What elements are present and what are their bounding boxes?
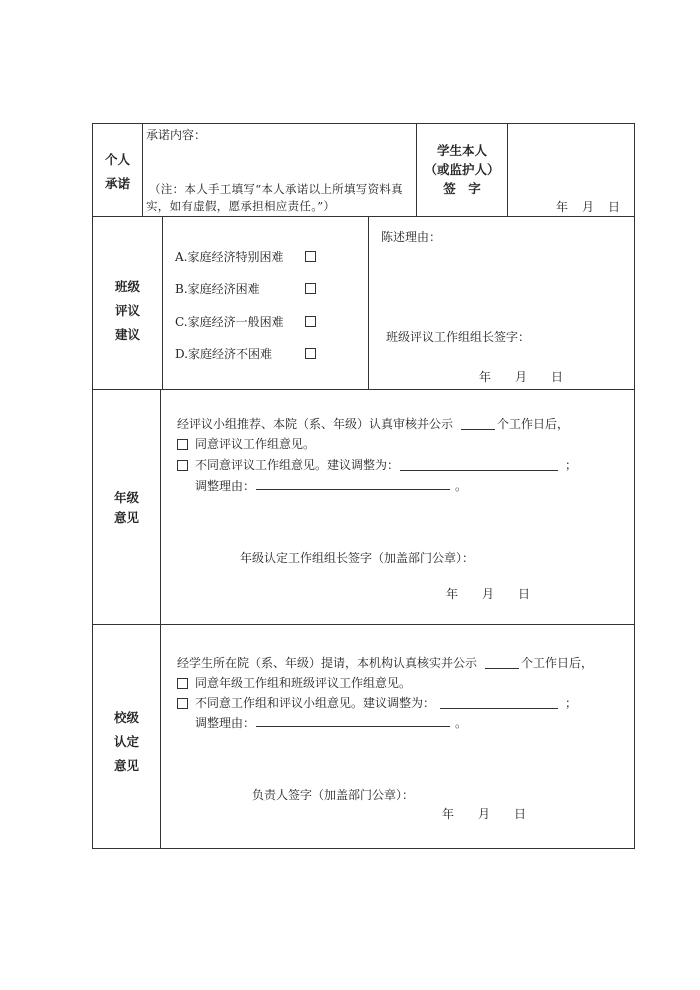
pledge-content-label: 承诺内容： <box>146 128 207 142</box>
grade-days-field[interactable] <box>461 429 495 430</box>
grade-opinion-label <box>93 488 160 528</box>
pledge-label-line2: 承诺 <box>104 176 130 191</box>
pledge-note-line1: （注：本人手工填写“本人承诺以上所填写资料真 <box>149 182 403 196</box>
school-days-field[interactable] <box>485 668 519 669</box>
grade-sign-label: 年级认定工作组组长签字（加盖部门公章）： <box>240 551 475 565</box>
row-divider-3 <box>92 624 635 625</box>
grade-agree-checkbox[interactable] <box>177 439 188 450</box>
reason-field[interactable] <box>370 245 632 320</box>
grade-end-mark: ； <box>565 458 578 472</box>
table-border-bottom <box>92 848 635 849</box>
option-c-checkbox[interactable] <box>305 316 316 327</box>
sign-label-line1: 学生本人 <box>436 143 487 158</box>
class-col-divider-1 <box>162 216 163 390</box>
grade-intro-after: 个工作日后， <box>497 417 570 431</box>
option-d-checkbox[interactable] <box>305 348 316 359</box>
student-signature-field[interactable] <box>508 124 634 194</box>
school-sign-label: 负责人签字（加盖部门公章）： <box>252 788 415 802</box>
grade-date: 年 月 日 <box>446 587 531 601</box>
pledge-label-line1: 个人 <box>104 152 130 167</box>
pledge-note-line2: 实，如有虚假，愿承担相应责任。”） <box>146 199 336 213</box>
pledge-label <box>93 148 142 196</box>
school-end-mark: ； <box>565 696 578 710</box>
school-intro-before: 经学生所在院（系、年级）提请，本机构认真核实并公示 <box>177 656 478 670</box>
class-review-date: 年 月 日 <box>479 370 564 384</box>
class-label-line2: 评议 <box>114 303 140 318</box>
school-adjust-field[interactable] <box>440 708 558 709</box>
school-agree-label: 同意年级工作组和班级评议工作组意见。 <box>195 676 412 690</box>
grade-reason-label: 调整理由： <box>195 479 256 493</box>
sign-label-line3: 签 字 <box>443 181 481 196</box>
school-disagree-label: 不同意工作组和评议小组意见。建议调整为： <box>195 696 436 710</box>
option-c-label: C.家庭经济一般困难 <box>175 315 284 329</box>
pledge-content-field[interactable] <box>143 140 415 180</box>
row-divider-1 <box>92 216 635 217</box>
option-b[interactable] <box>175 282 260 296</box>
option-b-label: B.家庭经济困难 <box>175 282 260 296</box>
school-label-line3: 意见 <box>113 758 139 773</box>
grade-adjust-field[interactable] <box>400 470 558 471</box>
grade-reason-field[interactable] <box>256 489 450 490</box>
school-opinion-label <box>93 706 160 778</box>
school-disagree-checkbox[interactable] <box>177 698 188 709</box>
grade-disagree-label: 不同意评议工作组意见。建议调整为： <box>195 458 400 472</box>
grade-intro-before: 经评议小组推荐、本院（系、年级）认真审核并公示 <box>177 417 454 431</box>
class-review-label <box>93 275 162 347</box>
class-leader-sign-label: 班级评议工作组组长签字： <box>386 330 531 344</box>
pledge-date: 年 月 日 <box>556 200 622 214</box>
school-intro-after: 个工作日后， <box>521 656 594 670</box>
grade-label-line2: 意见 <box>113 510 139 525</box>
school-date: 年 月 日 <box>442 807 527 821</box>
grade-label-line1: 年级 <box>113 490 139 505</box>
option-d-label: D.家庭经济不困难 <box>175 347 273 361</box>
class-col-divider-2 <box>368 216 369 390</box>
school-label-line2: 认定 <box>113 734 139 749</box>
school-reason-label: 调整理由： <box>195 716 256 730</box>
class-label-line1: 班级 <box>114 279 140 294</box>
option-a-checkbox[interactable] <box>305 251 316 262</box>
student-sign-label <box>417 141 507 198</box>
school-reason-end: 。 <box>455 716 468 730</box>
table-border-right <box>634 123 635 849</box>
option-c[interactable] <box>175 315 284 329</box>
sign-label-line2: （或监护人） <box>424 162 500 177</box>
row-divider-2 <box>92 389 635 390</box>
option-a-label: A.家庭经济特别困难 <box>175 250 284 264</box>
grade-reason-end: 。 <box>455 479 468 493</box>
opinion-col-divider <box>160 389 161 849</box>
grade-agree-label: 同意评议工作组意见。 <box>195 437 316 451</box>
option-a[interactable] <box>175 250 283 264</box>
school-reason-field[interactable] <box>256 726 450 727</box>
grade-disagree-checkbox[interactable] <box>177 460 188 471</box>
option-d[interactable] <box>175 347 272 361</box>
option-b-checkbox[interactable] <box>305 283 316 294</box>
class-label-line3: 建议 <box>114 327 140 342</box>
reason-label: 陈述理由： <box>381 230 442 244</box>
school-agree-checkbox[interactable] <box>177 678 188 689</box>
school-label-line1: 校级 <box>113 710 139 725</box>
